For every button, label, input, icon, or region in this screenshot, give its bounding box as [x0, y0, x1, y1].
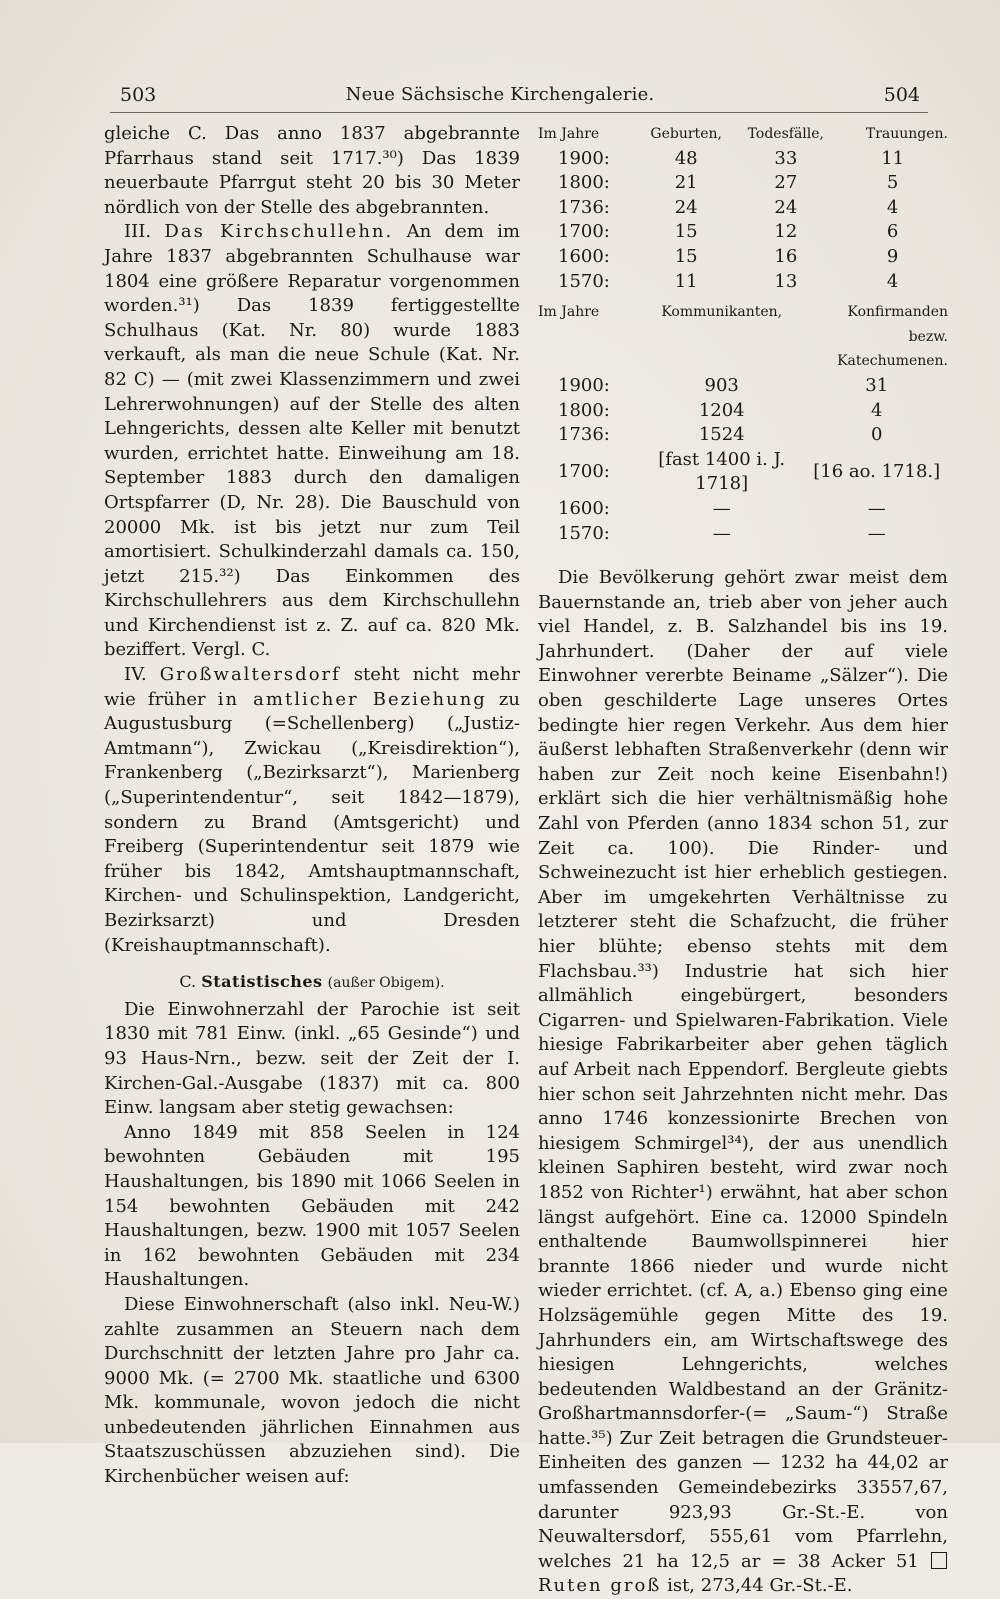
cell-marriages: 6: [886, 221, 899, 243]
paragraph-pfarrhaus: gleiche C. Das anno 1837 abgebrannte Pfarrhaus stand seit 1717.³⁰) Das 1839 neuerbaute Pfarrgut steht 20 bis 30 Meter nördlich von der Stelle des abgebrannten.: [104, 123, 520, 218]
right-column: [538, 122, 948, 1599]
emphasis-amtlicher-beziehung: in amtlicher Beziehung: [217, 688, 487, 710]
table-births-deaths: [538, 122, 948, 294]
cell-year: 1736:: [558, 424, 610, 446]
cell-communicants: 903: [704, 374, 739, 396]
table-row: [538, 245, 948, 270]
place-name-grosswaltersdorf: Großwaltersdorf: [159, 664, 341, 686]
cell-marriages: 9: [886, 245, 899, 267]
cell-confirmands: 0: [870, 424, 883, 446]
cell-year: 1600:: [558, 497, 610, 519]
table-row: [538, 497, 948, 522]
cell-communicants: —: [712, 497, 731, 519]
cell-communicants: [fast 1400 i. J. 1718]: [658, 448, 786, 495]
header-catechumens: bezw. Katechumenen.: [837, 328, 948, 370]
section-heading-statistisches: [104, 970, 520, 996]
heading-kirchschullehn: Das Kirchschullehn.: [164, 221, 394, 243]
cell-births: 15: [674, 221, 698, 243]
cell-year: 1800:: [558, 399, 610, 421]
cell-deaths: 16: [774, 245, 798, 267]
paragraph-seelen: Anno 1849 mit 858 Seelen in 124 bewohnten Gebäuden mit 195 Haushaltungen, bis 1890 mit 1066 Seelen in 154 bewohnten Gebäuden mit 242 Haushaltungen, bezw. 1900 mit 1057 Seelen in 162 bewohnten Gebäuden mit 234 Haushaltungen.: [104, 1121, 520, 1291]
cell-year: 1570:: [558, 270, 610, 292]
section-number-iii: III.: [124, 221, 152, 243]
paragraph-steuern: Diese Einwohnerschaft (also inkl. Neu-W.) zahlte zusammen an Steuern nach dem Durchschnitt der letzten Jahre pro Jahr ca. 9000 Mk. (= 2700 Mk. staatliche und 6300 Mk. kommunale, wovon jedoch die nicht unbedeutenden jährlichen Einnahmen aus Staatszuschüssen abzuziehen sind). Die Kirchenbücher weisen auf:: [104, 1293, 520, 1488]
cell-confirmands: —: [867, 497, 886, 519]
section-title: Statistisches: [201, 972, 323, 992]
header-confirmands: Konfirmanden: [847, 304, 948, 321]
header-year: Im Jahre: [538, 126, 600, 142]
cell-year: 1900:: [558, 147, 610, 169]
header-deaths: Todesfälle,: [747, 126, 824, 142]
table-row: [538, 196, 948, 221]
cell-confirmands: [16 ao. 1718.]: [813, 461, 941, 483]
header-births: Geburten,: [650, 126, 722, 142]
cell-year: 1570:: [558, 522, 610, 544]
left-column: [104, 122, 520, 1490]
cell-deaths: 33: [774, 147, 798, 169]
cell-year: 1800:: [558, 172, 610, 194]
header-year: Im Jahre: [538, 304, 600, 321]
table-row: [538, 220, 948, 245]
cell-births: 48: [674, 147, 698, 169]
cell-marriages: 4: [886, 270, 899, 292]
cell-communicants: 1204: [698, 399, 745, 421]
table-header-row: [538, 122, 948, 147]
cell-confirmands: 31: [865, 374, 889, 396]
table-header-row: [538, 300, 948, 325]
page-number-left: 503: [120, 84, 157, 106]
cell-marriages: 5: [886, 172, 899, 194]
cell-deaths: 12: [774, 221, 798, 243]
cell-communicants: —: [712, 522, 731, 544]
header-marriages: Trauungen.: [865, 126, 948, 142]
cell-year: 1600:: [558, 245, 610, 267]
table-communicants: [538, 300, 948, 546]
cell-year: 1900:: [558, 374, 610, 396]
cell-births: 24: [674, 196, 698, 218]
text-bevoelkerung-end: ist, 273,44 Gr.-St.-E.: [667, 1575, 853, 1597]
text-bevoelkerung: Die Bevölkerung gehört zwar meist dem Bauernstande an, trieb aber von jeher auch viel Handel, z. B. Salzhandel bis ins 19. Jahrhundert. (Daher der auf viele Einwohner vererbte Beiname „Sälzer“). Die oben geschilderte Lage unseres Ortes bedingte hier regen Verkehr. Aus dem hier äußerst lebhaften Straßenverkehr (denn wir haben zur Zeit noch keine Eisenbahn!) erklärt sich die hier verhältnismäßig hohe Zahl von Pferden (anno 1834 schon 51, zur Zeit ca. 100). Die Rinder- und Schweinezucht ist hier erheblich gestiegen. Aber im umgekehrten Verhältnisse zu letzterer steht die Schafzucht, die früher hier blühte; ebenso stehts mit dem Flachsbau.³³) Industrie hat sich hier allmählich eingebürgert, besonders Cigarren- und Spielwaren-Fabrikation. Viele hiesige Fabrikarbeiter aber gehen täglich auf Arbeit nach Eppendorf. Bergleute giebts hier schon seit Jahrzehnten nicht mehr. Das anno 1746 konzessionirte Brechen von hiesigem Schmirgel³⁴), der aus unendlich kleinen Saphiren besteht, wird zwar noch 1852 von Richter¹) erwähnt, hat aber schon längst aufgehört. Eine ca. 12000 Spindeln enthaltende Baumwollspinnerei hier brannte 1866 nieder und wurde nicht wieder errichtet. (cf. A, a.) Ebenso ging eine Holzsägemühle gegen Mitte des 19. Jahrhunders ein, am Wirtschaftswege des hiesigen Lehngerichts, welches bedeutenden Waldbestand an der Gränitz-Großhartmannsdorfer-(= „Saum-“) Straße hatte.³⁵) Zur Zeit betragen die Grundsteuer-Einheiten des ganzen — 1232 ha 44,02 ar umfassenden Gemeindebezirks 33557,67, darunter 923,93 Gr.-St.-E. von Neuwaltersdorf, 555,61 vom Pfarrlehn, welches 21 ha 12,5 ar = 38 Acker 51: [538, 567, 948, 1572]
table-row: [538, 147, 948, 172]
paragraph-beziehung: [104, 663, 520, 958]
cell-deaths: 13: [774, 270, 798, 292]
table-row: [538, 399, 948, 424]
header-spacer: [538, 325, 638, 374]
paragraph-einwohnerzahl: Die Einwohnerzahl der Parochie ist seit 1830 mit 781 Einw. (inkl. „65 Gesinde“) und 93 Haus-Nrn., bezw. seit der Zeit der I. Kirchen-Gal.-Ausgabe (1837) mit ca. 800 Einw. langsam aber stetig gewachsen:: [104, 998, 520, 1119]
header-communicants: Kommunikanten,: [661, 304, 783, 321]
text-beziehung-a: steht nicht mehr wie früher: [104, 664, 520, 710]
table-header-subrow: [538, 325, 948, 374]
section-number-iv: IV.: [124, 664, 147, 686]
page-number-right: 504: [883, 84, 920, 106]
cell-year: 1700:: [558, 461, 610, 483]
header-spacer: [638, 325, 805, 374]
cell-marriages: 11: [881, 147, 905, 169]
cell-confirmands: 4: [870, 399, 883, 421]
table-row: [538, 423, 948, 448]
table-row: [538, 374, 948, 399]
cell-communicants: 1524: [698, 424, 745, 446]
cell-births: 21: [674, 172, 698, 194]
header-rule: [110, 112, 928, 113]
cell-year: 1736:: [558, 196, 610, 218]
square-ruten-icon: [931, 1552, 947, 1569]
text-beziehung-b: zu Augustusburg (=Schellenberg) („Justiz-Amtmann“), Zwickau („Kreisdirektion“), Frankenberg („Bezirksarzt“), Marienberg („Superintendentur“, seit 1842—1879), sondern zu Brand (Amtsgericht) und Freiberg (Superintendentur seit 1879 wie früher bis 1842, Amtshauptmannschaft, Kirchen- und Schulinspektion, Landgericht, Bezirksarzt) und Dresden (Kreishauptmannschaft).: [104, 688, 520, 956]
cell-marriages: 4: [886, 196, 899, 218]
cell-year: 1700:: [558, 221, 610, 243]
section-label: C.: [179, 972, 197, 992]
section-subtitle: (außer Obigem).: [327, 975, 445, 992]
emphasis-ruten-gross: Ruten groß: [538, 1575, 662, 1597]
cell-births: 11: [674, 270, 698, 292]
paragraph-kirchschullehn: [104, 220, 520, 663]
cell-births: 15: [674, 245, 698, 267]
paragraph-bevoelkerung: [538, 566, 948, 1599]
cell-deaths: 27: [774, 172, 798, 194]
table-row: [538, 270, 948, 295]
cell-confirmands: —: [867, 522, 886, 544]
table-row: [538, 171, 948, 196]
table-row: [538, 522, 948, 547]
text-kirchschullehn: An dem im Jahre 1837 abgebrannten Schulhause war 1804 eine größere Reparatur vorgenommen worden.³¹) Das 1839 fertiggestellte Schulhaus (Kat. Nr. 80) wurde 1883 verkauft, als man die neue Schule (Kat. Nr. 82 C) — (mit zwei Klassenzimmern und zwei Lehrerwohnungen) auf der Stelle des alten Lehngerichts, dessen alte Keller mit benutzt wurden, errichtet hatte. Einweihung am 18. September 1883 durch den damaligen Ortspfarrer (D, Nr. 28). Die Bauschuld von 20000 Mk. ist bis jetzt nur zum Teil amortisiert. Schulkinderzahl damals ca. 150, jetzt 215.³²) Das Einkommen des Kirchschullehrers aus dem Kirchschullehn und Kirchendienst ist z. Z. auf ca. 820 Mk. beziffert. Vergl. C.: [104, 221, 520, 661]
table-row: [538, 448, 948, 497]
running-title: Neue Sächsische Kirchengalerie.: [345, 84, 655, 105]
cell-deaths: 24: [774, 196, 798, 218]
